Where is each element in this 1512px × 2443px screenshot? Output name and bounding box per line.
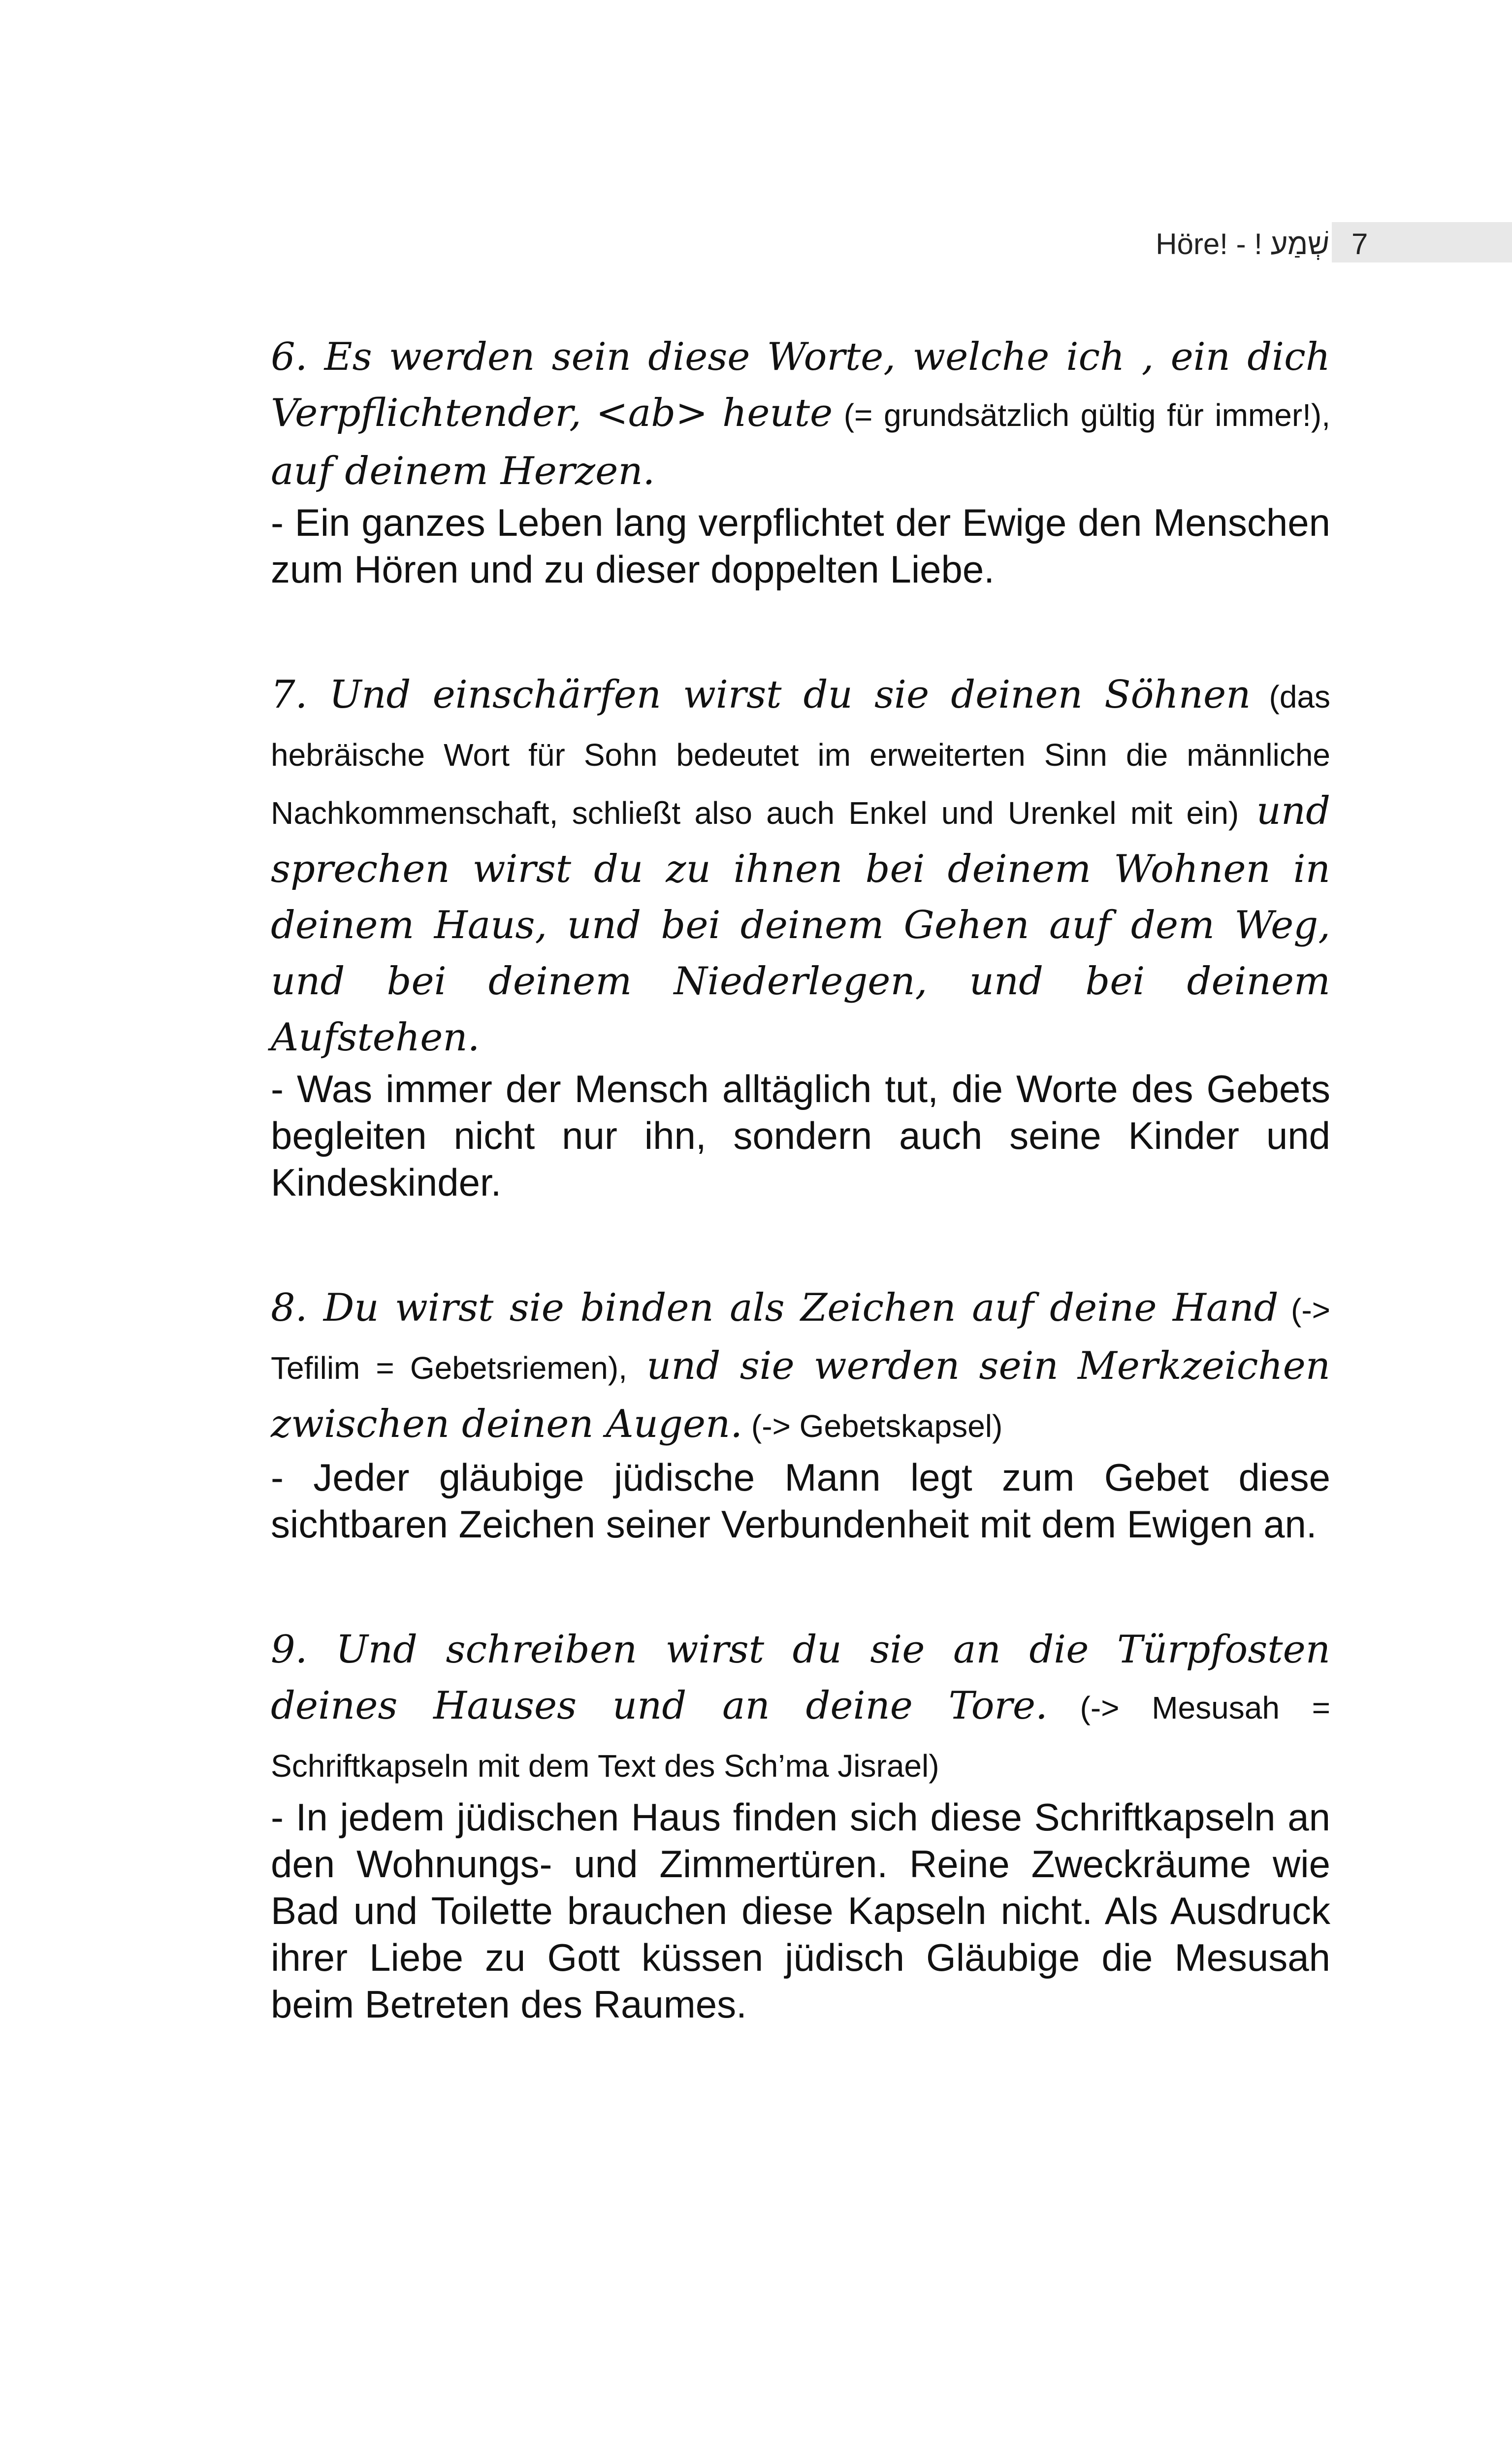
verse-section-6 — [271, 329, 1330, 593]
verse-text — [271, 1280, 1330, 1454]
verse-quote: 6. Es werden sein diese Worte, welche ich , ein dich Verpflichtender, <ab> heute — [271, 335, 1330, 435]
verse-note: (-> Gebetskapsel) — [742, 1408, 1003, 1444]
verse-text — [271, 1622, 1330, 1794]
verse-note: (-> Mesusah = Schriftkapseln mit dem Text des Sch’ma Jisrael) — [271, 1690, 1331, 1784]
verse-section-7 — [271, 667, 1330, 1206]
verse-note: (-> Tefilim = Gebetsriemen), — [271, 1292, 1331, 1386]
verse-note: (das hebräische Wort für Sohn bedeutet im erweiterten Sinn die männliche Nachkommenschaft, schließt also auch Enkel und Urenkel mit ein) — [271, 679, 1331, 831]
verse-quote: 9. Und schreiben wirst du sie an die Türpfosten deines Hauses und an deine Tore. — [271, 1628, 1330, 1728]
page-body — [271, 329, 1330, 2028]
verse-section-9 — [271, 1622, 1330, 2028]
verse-quote: und sie werden sein Merkzeichen zwischen deinen Augen. — [271, 1344, 1331, 1446]
verse-section-8 — [271, 1280, 1330, 1548]
verse-text — [271, 667, 1330, 1066]
page-number: 7 — [1351, 228, 1368, 261]
verse-text — [271, 329, 1330, 499]
verse-quote: 7. Und einschärfen wirst du sie deinen Söhnen — [271, 673, 1251, 717]
verse-quote: und sprechen wirst du zu ihnen bei deinem Wohnen in deinem Haus, und bei deinem Gehen auf dem Weg, und bei deinem Niederlegen, und bei deinem Aufstehen. — [271, 789, 1330, 1060]
verse-comment: - In jedem jüdischen Haus finden sich diese Schriftkapseln an den Wohnungs- und Zimmertüren. Reine Zweckräume wie Bad und Toilette brauchen diese Kapseln nicht. Als Ausdruck ihrer Liebe zu Gott küssen jüdisch Gläubige die Mesusah beim Betreten des Raumes. — [271, 1795, 1330, 2026]
verse-comment: - Was immer der Mensch alltäglich tut, die Worte des Gebets begleiten nicht nur ihn, sondern auch seine Kinder und Kindeskinder. — [271, 1067, 1330, 1204]
verse-note: (= grundsätzlich gültig für immer!), — [833, 397, 1331, 433]
header-title: Höre! - ! שְׁמַע — [1156, 228, 1329, 261]
running-header — [1083, 222, 1512, 262]
verse-quote: 8. Du wirst sie binden als Zeichen auf deine Hand — [271, 1286, 1279, 1330]
verse-comment: - Ein ganzes Leben lang verpflichtet der Ewige den Menschen zum Hören und zu dieser doppelten Liebe. — [271, 501, 1330, 591]
verse-comment: - Jeder gläubige jüdische Mann legt zum Gebet diese sichtbaren Zeichen seiner Verbundenheit mit dem Ewigen an. — [271, 1456, 1330, 1546]
page-number-box — [1332, 222, 1512, 262]
verse-quote: auf deinem Herzen. — [271, 449, 655, 493]
